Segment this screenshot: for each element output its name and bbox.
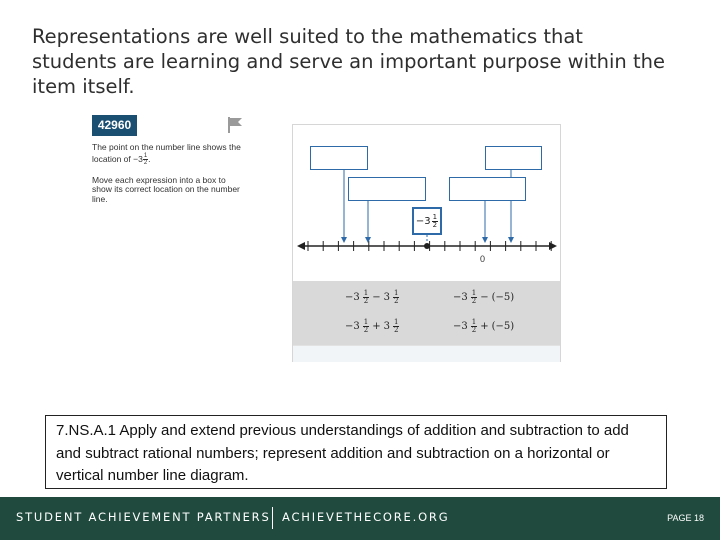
- point-label: − 3 $\frac{1}{2}$: [412, 207, 442, 235]
- connector-arrow-icon: [341, 237, 347, 243]
- brand-name: STUDENT ACHIEVEMENT PARTNERS: [16, 510, 271, 524]
- prompt-instruction-1: The point on the number line shows the location of −3 $\frac{1}{2}$ .: [92, 142, 241, 166]
- slide-heading: Representations are well suited to the mathematics that students are learning and serve an important purpose within the item itself.: [32, 25, 665, 98]
- expression-tile-3[interactable]: −3 $\frac{1}{2}$ + 3 $\frac{1}{2}$: [345, 318, 399, 334]
- footer-bar: [0, 497, 720, 540]
- connector-arrow-icon: [482, 237, 488, 243]
- expression-tile-4[interactable]: −3 $\frac{1}{2}$ + (−5): [453, 318, 515, 334]
- expression-tile-1[interactable]: −3 $\frac{1}{2}$ − 3 $\frac{1}{2}$: [345, 289, 399, 305]
- answer-box-4[interactable]: [485, 146, 542, 170]
- flag-icon[interactable]: [226, 116, 244, 134]
- expression-tile-2[interactable]: −3 $\frac{1}{2}$ − (−5): [453, 289, 515, 305]
- arrow-right-icon: [549, 242, 557, 250]
- expression-bank: [293, 281, 560, 345]
- answer-box-2[interactable]: [348, 177, 426, 201]
- panel-footer-bar: [293, 345, 560, 362]
- arrow-left-icon: [297, 242, 305, 250]
- item-id-badge: 42960: [92, 115, 137, 136]
- brand-divider: [272, 507, 273, 529]
- page-number: PAGE 18: [667, 513, 704, 523]
- item-prompt: [92, 143, 247, 204]
- number-line-panel: [292, 124, 561, 362]
- prompt-instruction-2: Move each expression into a box to show its correct location on the number line.: [92, 174, 240, 204]
- answer-box-1[interactable]: [310, 146, 368, 170]
- standard-description: 7.NS.A.1 Apply and extend previous understandings of addition and subtraction to add and subtract rational numbers; represent addition and subtraction on a horizontal or vertical number line diagram.: [45, 415, 667, 489]
- plotted-point: [424, 243, 430, 249]
- prompt-fraction: $\frac{1}{2}$: [143, 152, 148, 166]
- brand-url: ACHIEVETHECORE.ORG: [282, 510, 450, 524]
- zero-tick-label: 0: [480, 254, 486, 264]
- connector-arrow-icon: [365, 237, 371, 243]
- answer-box-3[interactable]: [449, 177, 526, 201]
- connector-arrow-icon: [508, 237, 514, 243]
